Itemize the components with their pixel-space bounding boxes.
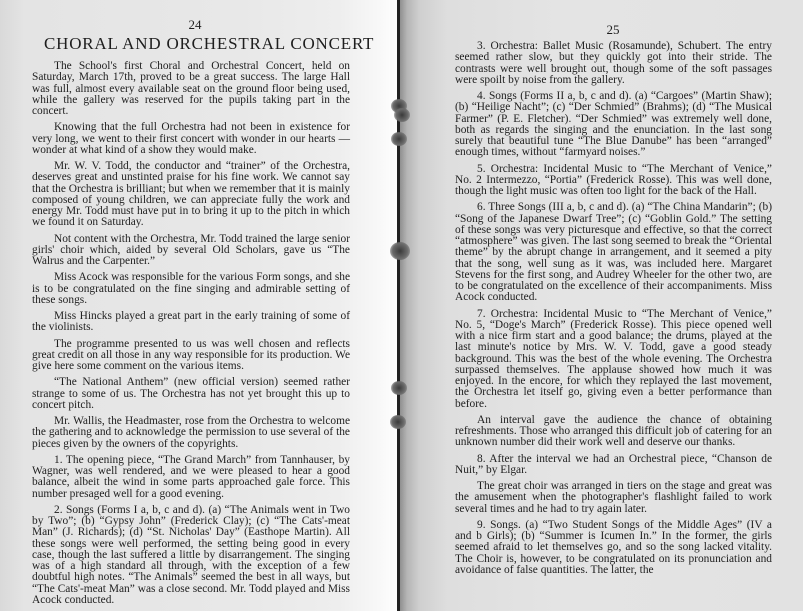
paragraph: Mr. W. V. Todd, the conductor and “trainer” of the Orchestra, deserves great and unstinted praise for his fine work. We cannot say that the Orchestra is brilliant; but when we remember that it is mainly composed of young children, we can appreciate fully the work and energy Mr. Todd must have put in to bring it up to the pitch in which we found it on Saturday. (32, 160, 350, 229)
page-number: 24 (188, 17, 202, 32)
paragraph: Miss Hincks played a great part in the early training of some of the violinists. (32, 310, 350, 334)
right-page-body (455, 41, 772, 581)
binding-stain (391, 132, 407, 146)
paragraph: 5. Orchestra: Incidental Music to “The Merchant of Venice,” No. 2 Intermezzo, “Portia” (Frederick Rosse). This was well done, though the light music was often too light for the back of the Hall. (455, 162, 772, 197)
paragraph: “The National Anthem” (new official version) seemed rather strange to some of us. The Orchestra has not yet brought this up to concert pitch. (32, 376, 350, 411)
paragraph: Not content with the Orchestra, Mr. Todd trained the large senior girls' choir which, aided by several Old Scholars, gave us “The Walrus and the Carpenter.” (32, 232, 350, 267)
page-number: 25 (606, 22, 620, 37)
paragraph: 6. Three Songs (III a, b, c and d). (a) “The China Mandarin”; (b) “Song of the Japanese Dwarf Tree”; (c) “Goblin Gold.” The setting of these songs was very picturesque and effective, so that the correct “atmosphere” was given. The last song seemed to break the “Oriental theme” by the abrupt change in arrangement, and it seemed a pity that the song, well sung as it was, was included here. Margaret Stevens for the first song, and Audrey Wheeler for the other two, are to be congratulated on the excellence of their accompaniments. Miss Acock conducted. (455, 201, 772, 304)
paragraph: 2. Songs (Forms I a, b, c and d). (a) “The Animals went in Two by Two”; (b) “Gypsy John” (Frederick Clay); (c) “The Cats'-meat Man” (J. Richards); (d) “St. Nicholas' Day” (Easthope Martin). All these songs were well performed, the setting being good in every case, though the last suffered a little by disarrangement. The singing was of a high standard all through, with the exception of a few doubtful high notes. “The Animals” seemed the best in all ways, but “The Cats'-meat Man” was a close second. Mr. Todd played and Miss Acock conducted. (32, 503, 350, 606)
paragraph: Miss Acock was responsible for the various Form songs, and she is to be congratulated on the fine singing and admirable setting of these songs. (32, 271, 350, 306)
paragraph: 7. Orchestra: Incidental Music to “The Merchant of Venice,” No. 5, “Doge's March” (Frederick Rosse). This piece opened well with a nice firm start and a good balance; the drums, played at the last minute's notice by Mrs. W. V. Todd, gave a good steady background. This was the best of the whole evening. The Orchestra surpassed themselves. The applause showed how much it was enjoyed. In the encore, for which they replayed the last movement, the Orchestra let itself go, giving even a better performance than before. (455, 307, 772, 410)
left-page-body (32, 61, 350, 611)
paragraph: Knowing that the full Orchestra had not been in existence for very long, we went to their first concert with wonder in our hearts —wonder at what kind of a show they would make. (32, 121, 350, 156)
binding-stain (394, 108, 410, 122)
binding-stain (390, 415, 406, 429)
left-page (0, 0, 399, 611)
paragraph: 8. After the interval we had an Orchestral piece, “Chanson de Nuit,” by Elgar. (455, 452, 772, 476)
article-title: CHORAL AND ORCHESTRAL CONCERT (44, 34, 375, 53)
paragraph: Mr. Wallis, the Headmaster, rose from the Orchestra to welcome the gathering and to acknowledge the permission to use several of the pieces given by the owners of the copyrights. (32, 415, 350, 450)
paragraph: The School's first Choral and Orchestral Concert, held on Saturday, March 17th, proved to be a great success. The large Hall was full, almost every available seat on the ground floor being used, while the gallery was reserved for the pupils taking part in the concert. (32, 60, 350, 117)
book-gutter (397, 0, 400, 611)
paragraph: The programme presented to us was well chosen and reflects great credit on all those in any way responsible for its production. We give here some comment on the various items. (32, 337, 350, 372)
paragraph: 4. Songs (Forms II a, b, c and d). (a) “Cargoes” (Martin Shaw); (b) “Heilige Nacht”; (c) “Der Schmied” (Brahms); (d) “The Musical Farmer” (P. E. Fletcher). “Der Schmied” was extremely well done, both as regards the singing and the enunciation. In the last song surely that beautiful tune “The Blue Danube” has been “arranged” enough times, without “farmyard noises.” (455, 90, 772, 159)
paragraph: An interval gave the audience the chance of obtaining refreshments. Those who arranged this difficult job of catering for an unknown number did their work well and deserve our thanks. (455, 413, 772, 449)
paragraph: 1. The opening piece, “The Grand March” from Tannhauser, by Wagner, was well rendered, and we were pleased to hear a good balance, albeit the wind in some parts approached gale force. This number presaged well for a good evening. (32, 453, 350, 500)
paragraph: 9. Songs. (a) “Two Student Songs of the Middle Ages” (IV a and b Girls); (b) “Summer is Icumen In.” In the former, the girls seemed afraid to let themselves go, and so the song lacked vitality. The Choir is, however, to be congratulated on its pronunciation and avoidance of false quantities. The latter, the (455, 518, 772, 576)
paragraph: The great choir was arranged in tiers on the stage and great was the amusement when the photographer's flashlight failed to work several times and he had to try again later. (455, 480, 772, 515)
paragraph: 3. Orchestra: Ballet Music (Rosamunde), Schubert. The entry seemed rather slow, but they quickly got into their stride. The contrasts were well brought out, though some of the soft passages were spoilt by noise from the gallery. (455, 40, 772, 86)
binding-stain (390, 242, 410, 260)
binding-stain (391, 381, 407, 395)
